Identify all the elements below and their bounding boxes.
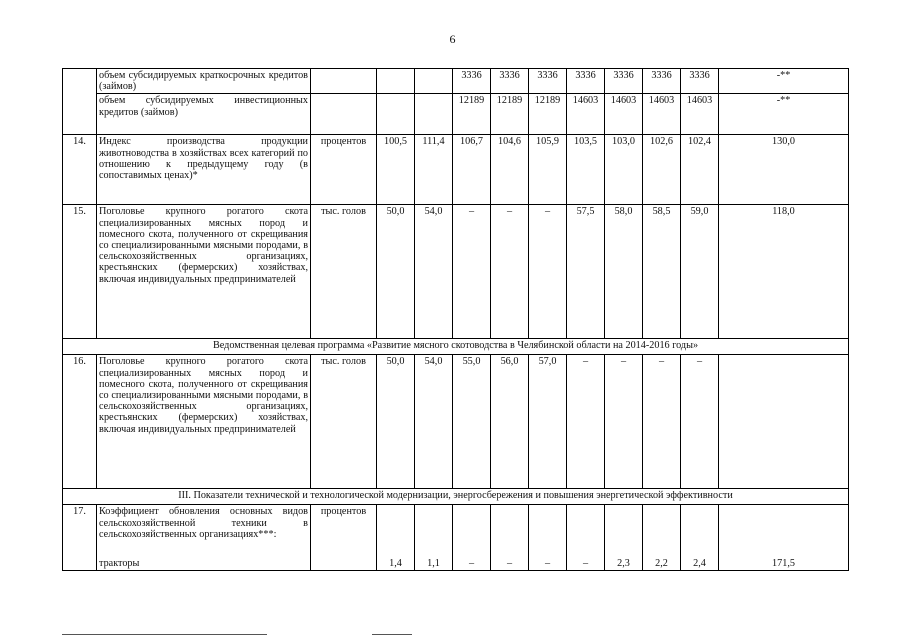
value-2017: 103,5	[567, 135, 605, 205]
target-value: 130,0	[719, 135, 849, 205]
value-2017: 3336	[567, 69, 605, 94]
indicator-name: Коэффициент обновления основных видов сельскохозяйственной техники в сельскохозяйственных организациях***:	[97, 505, 311, 557]
indicator-name: объем субсидируемых инвестиционных кредитов (займов)	[97, 94, 311, 135]
value-2016: 3336	[529, 69, 567, 94]
value-2016: 12189	[529, 94, 567, 135]
unit	[311, 94, 377, 135]
value-2017: –	[567, 355, 605, 489]
indicator-name: тракторы	[97, 557, 311, 571]
table-row	[63, 355, 849, 489]
page-number: 6	[449, 32, 456, 46]
value-2012	[377, 69, 415, 94]
footer-rule	[62, 634, 267, 635]
value-2014: 106,7	[453, 135, 491, 205]
value-2020: 14603	[681, 94, 719, 135]
target-value: -**	[719, 69, 849, 94]
value-2012: 50,0	[377, 355, 415, 489]
row-number	[63, 69, 97, 94]
value-2013: 1,1	[415, 557, 453, 571]
value-2014: 3336	[453, 69, 491, 94]
target-value: 118,0	[719, 205, 849, 339]
value-2016: 57,0	[529, 355, 567, 489]
value-2018: 14603	[605, 94, 643, 135]
value-2012: 1,4	[377, 557, 415, 571]
table-row	[63, 69, 849, 94]
indicator-name: объем субсидируемых краткосрочных кредитов (займов)	[97, 69, 311, 94]
value-2018: 3336	[605, 69, 643, 94]
row-number: 17.	[63, 505, 97, 557]
table-row	[63, 557, 849, 571]
value-2020: 59,0	[681, 205, 719, 339]
value-2020: 3336	[681, 69, 719, 94]
value-2018: 58,0	[605, 205, 643, 339]
row-number: 16.	[63, 355, 97, 489]
section-row	[63, 489, 849, 505]
value-2019: 3336	[643, 69, 681, 94]
value-2017: 57,5	[567, 205, 605, 339]
target-value: 171,5	[719, 557, 849, 571]
value-2015: 3336	[491, 69, 529, 94]
section-title: III. Показатели технической и технологической модернизации, энергосбережения и повышения энергетической эффективности	[63, 489, 849, 505]
indicator-name: Индекс производства продукции животноводства в хозяйствах всех категорий по отношению к предыдущему году (в сопоставимых ценах)*	[97, 135, 311, 205]
value-2018: 103,0	[605, 135, 643, 205]
value-2020: 2,4	[681, 557, 719, 571]
value-2015: 104,6	[491, 135, 529, 205]
value-2016: –	[529, 205, 567, 339]
section-title: Ведомственная целевая программа «Развитие мясного скотоводства в Челябинской области на 2014-2016 годы»	[63, 339, 849, 355]
row-number	[63, 94, 97, 135]
value-2019: 58,5	[643, 205, 681, 339]
value-2015: 12189	[491, 94, 529, 135]
value-2019: 2,2	[643, 557, 681, 571]
value-2013: 54,0	[415, 355, 453, 489]
value-2018: 2,3	[605, 557, 643, 571]
value-2014: –	[453, 557, 491, 571]
value-2017: 14603	[567, 94, 605, 135]
footer-rule	[372, 634, 412, 635]
value-2020: 102,4	[681, 135, 719, 205]
unit	[311, 69, 377, 94]
table-row	[63, 505, 849, 557]
table-row	[63, 135, 849, 205]
value-2014: 55,0	[453, 355, 491, 489]
row-number: 14.	[63, 135, 97, 205]
value-2012: 50,0	[377, 205, 415, 339]
value-2012: 100,5	[377, 135, 415, 205]
indicators-table	[62, 68, 849, 571]
value-2016: 105,9	[529, 135, 567, 205]
value-2016: –	[529, 557, 567, 571]
value-2013: 54,0	[415, 205, 453, 339]
table-row	[63, 205, 849, 339]
value-2019: 102,6	[643, 135, 681, 205]
value-2020: –	[681, 355, 719, 489]
row-number: 15.	[63, 205, 97, 339]
value-2017: –	[567, 557, 605, 571]
section-row	[63, 339, 849, 355]
value-2019: 14603	[643, 94, 681, 135]
unit	[311, 557, 377, 571]
unit: тыс. голов	[311, 205, 377, 339]
target-value: -**	[719, 94, 849, 135]
value-2014: –	[453, 205, 491, 339]
indicator-name: Поголовье крупного рогатого скота специализированных мясных пород и помесного скота, полученного от скрещивания со специализированными мясными породами, в сельскохозяйственных организациях, крестьянских (фермерских) хозяйствах, включая индивидуальных предпринимателей	[97, 355, 311, 489]
value-2015: –	[491, 557, 529, 571]
row-number	[63, 557, 97, 571]
table-row	[63, 94, 849, 135]
value-2015: –	[491, 205, 529, 339]
value-2013	[415, 69, 453, 94]
value-2012	[377, 94, 415, 135]
unit: процентов	[311, 135, 377, 205]
value-2014: 12189	[453, 94, 491, 135]
value-2019: –	[643, 355, 681, 489]
value-2018: –	[605, 355, 643, 489]
indicator-name: Поголовье крупного рогатого скота специализированных мясных пород и помесного скота, полученного от скрещивания со специализированными мясными породами, в сельскохозяйственных организациях, крестьянских (фермерских) хозяйствах, включая индивидуальных предпринимателей	[97, 205, 311, 339]
value-2013	[415, 94, 453, 135]
unit: тыс. голов	[311, 355, 377, 489]
value-2015: 56,0	[491, 355, 529, 489]
unit: процентов	[311, 505, 377, 557]
target-value	[719, 355, 849, 489]
value-2013: 111,4	[415, 135, 453, 205]
